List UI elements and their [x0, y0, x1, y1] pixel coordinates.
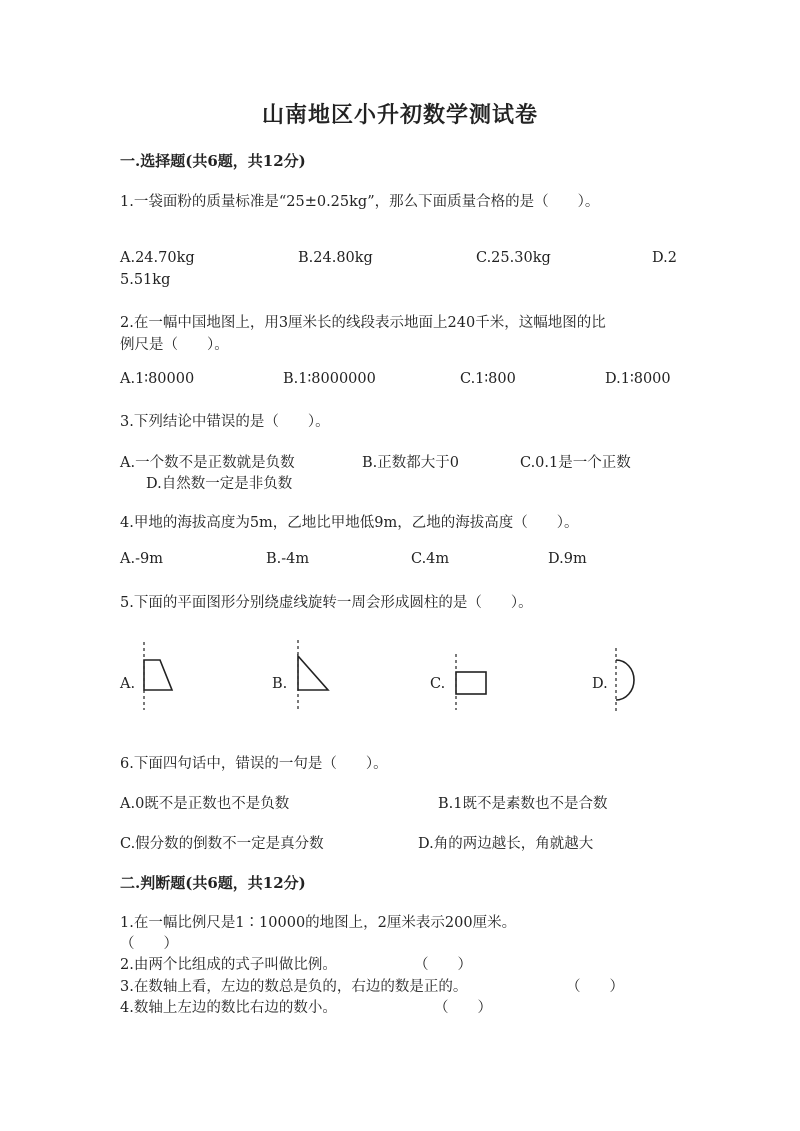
question-2-line2: 例尺是（ ）。	[120, 337, 229, 353]
judge-item-2-paren: （ ）	[414, 957, 472, 973]
q6-option-a: A.0既不是正数也不是负数	[120, 796, 290, 812]
q2-option-b: B.1∶8000000	[283, 371, 376, 387]
judge-item-4-paren: （ ）	[434, 1000, 492, 1016]
q3-option-b: B.正数都大于0	[362, 455, 459, 471]
q5-option-a: A.	[120, 676, 136, 692]
q4-option-d: D.9m	[548, 551, 587, 567]
semicircle-figure	[606, 648, 646, 712]
q4-option-a: A.-9m	[120, 551, 163, 567]
q2-option-a: A.1∶80000	[120, 371, 195, 387]
judge-item-2-text: 2.由两个比组成的式子叫做比例。	[120, 957, 337, 973]
judge-item-4-text: 4.数轴上左边的数比右边的数小。	[120, 1000, 337, 1016]
q5-option-c: C.	[430, 676, 446, 692]
question-1-text: 1.一袋面粉的质量标准是“25±0.25kg”，那么下面质量合格的是（ ）。	[120, 194, 600, 210]
rectangle-figure	[450, 654, 490, 710]
q6-option-c: C.假分数的倒数不一定是真分数	[120, 836, 324, 852]
q6-option-d: D.角的两边越长，角就越大	[418, 836, 594, 852]
q5-option-d: D.	[592, 676, 608, 692]
q1-option-d-part2: 5.51kg	[120, 272, 171, 288]
triangle-figure	[292, 640, 332, 710]
q1-option-d-part1: D.2	[652, 250, 677, 266]
judge-item-3-paren: （ ）	[566, 979, 624, 995]
trapezoid-figure	[138, 642, 178, 710]
section-2-heading: 二.判断题(共6题，共12分)	[120, 874, 306, 892]
section-1-heading: 一.选择题(共6题，共12分)	[120, 152, 306, 170]
q2-option-c: C.1∶800	[460, 371, 516, 387]
q1-option-a: A.24.70kg	[120, 250, 195, 266]
q5-option-b: B.	[272, 676, 288, 692]
question-5-text: 5.下面的平面图形分别绕虚线旋转一周会形成圆柱的是（ ）。	[120, 595, 533, 611]
question-4-text: 4.甲地的海拔高度为5m，乙地比甲地低9m，乙地的海拔高度（ ）。	[120, 515, 579, 531]
q2-option-d: D.1∶8000	[605, 371, 671, 387]
q4-option-b: B.-4m	[266, 551, 310, 567]
question-2-line1: 2.在一幅中国地图上，用3厘米长的线段表示地面上240千米，这幅地图的比	[120, 315, 606, 331]
q3-option-a: A.一个数不是正数就是负数	[120, 455, 295, 471]
q4-option-c: C.4m	[411, 551, 450, 567]
question-3-text: 3.下列结论中错误的是（ ）。	[120, 414, 330, 430]
q1-option-b: B.24.80kg	[298, 250, 373, 266]
q1-option-c: C.25.30kg	[476, 250, 551, 266]
judge-item-3-text: 3.在数轴上看，左边的数总是负的，右边的数是正的。	[120, 979, 468, 995]
judge-item-1-paren: （ ）	[120, 936, 178, 952]
q6-option-b: B.1既不是素数也不是合数	[438, 796, 608, 812]
q3-option-d: D.自然数一定是非负数	[146, 476, 293, 492]
q3-option-c: C.0.1是一个正数	[520, 455, 631, 471]
question-6-text: 6.下面四句话中，错误的一句是（ ）。	[120, 756, 388, 772]
page-title: 山南地区小升初数学测试卷	[261, 102, 538, 128]
judge-item-1-text: 1.在一幅比例尺是1∶10000的地图上，2厘米表示200厘米。	[120, 915, 517, 931]
